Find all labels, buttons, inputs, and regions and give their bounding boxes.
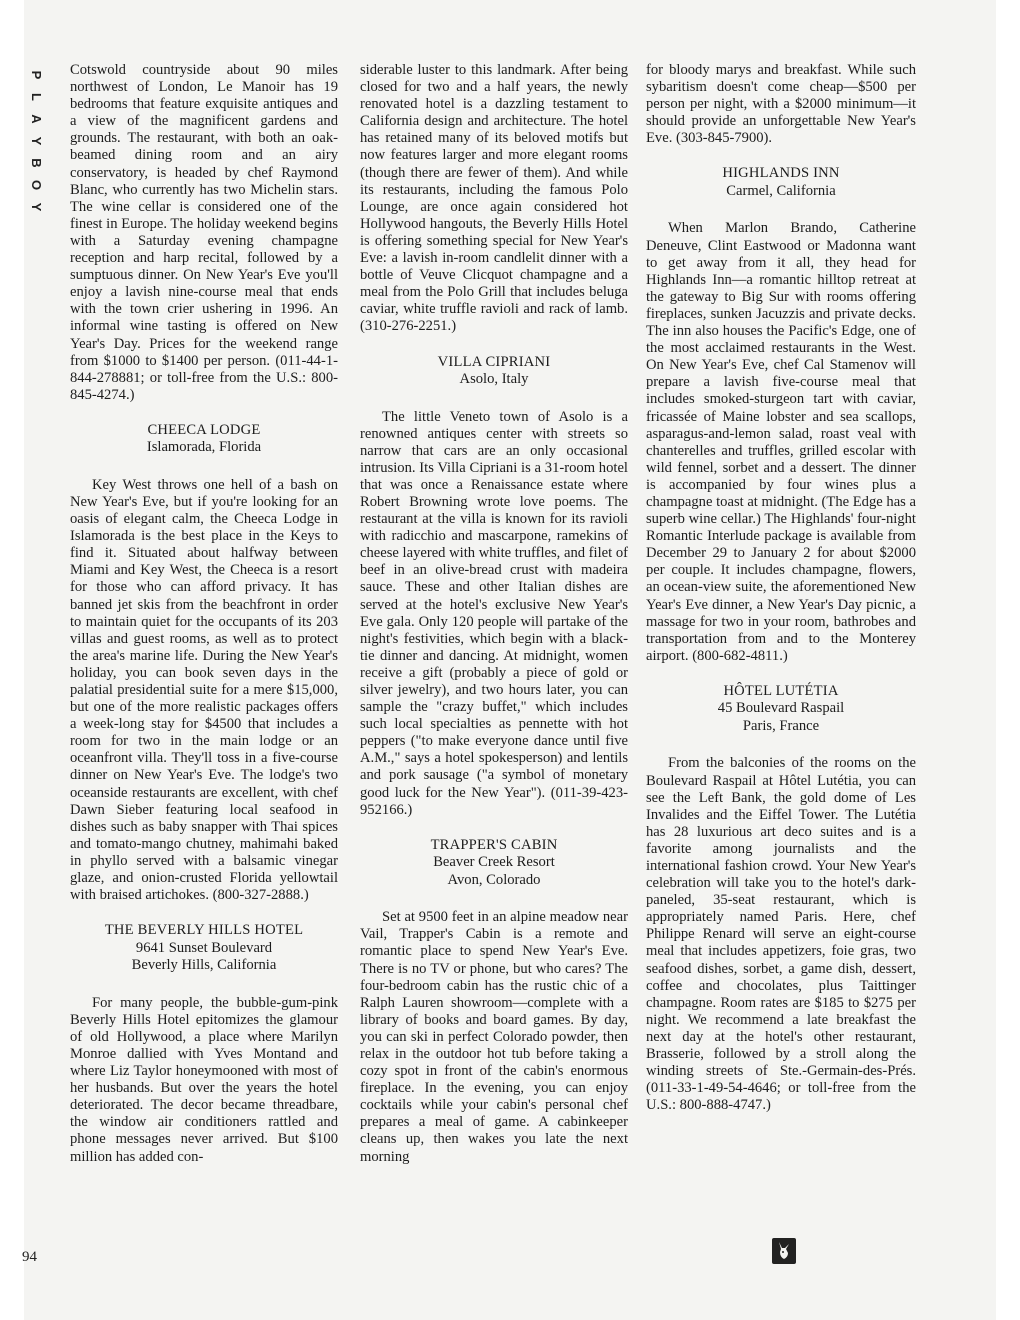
paragraph: Set at 9500 feet in an alpine meadow near Vail, Trapper's Cabin is a remote and romantic place to spend New Year's Eve. There is no TV or phone, but who cares? The four-bedroom cabin has the rustic chic of a Ralph Lauren showroom—complete with a library of books and board games. By day, you can ski in perfect Colorado powder, then relax in the outdoor hot tub before taking a cozy spot in front of the cabin's enormous fireplace. In the evening, you can enjoy cocktails while your cabin's personal chef prepares a meal of game. A cabinkeeper cleans up, then wakes you late the next morning <box>360 909 628 1165</box>
rabbit-head-icon <box>772 1238 796 1264</box>
paragraph: siderable luster to this landmark. After being closed for two and a half years, the newly renovated hotel is a dazzling testament to California design and architecture. The hotel has retained many of its beloved motifs but now features larger and more elegant rooms (though there are fewer of them). And while its restaurants, including the famous Polo Lounge, are once again considered hot Hollywood hangouts, the Beverly Hills Hotel is offering something special for New Year's Eve: a lavish in-room candlelit dinner with a bottle of Veuve Clicquot champagne and a meal from the Polo Grill that includes beluga caviar, white truffle ravioli and rack of lamb. (310-276-2251.) <box>360 62 628 335</box>
hotel-location: Asolo, Italy <box>459 371 529 387</box>
hotel-name: VILLA CIPRIANI <box>437 353 551 370</box>
sidebar-letter: P <box>29 70 44 80</box>
page-number: 94 <box>22 1249 37 1265</box>
hotel-location: Beverly Hills, California <box>131 957 277 974</box>
hotel-location: Carmel, California <box>726 182 836 199</box>
magazine-sidebar-title <box>26 64 46 218</box>
hotel-address: Beaver Creek Resort <box>433 854 555 871</box>
sidebar-letter: O <box>29 179 44 191</box>
hotel-address: 45 Boulevard Raspail <box>717 700 845 717</box>
paragraph: When Marlon Brando, Catherine Deneuve, Clint Eastwood or Madonna want to get away from it all, they head for Highlands Inn—a romantic hilltop retreat at the gateway to Big Sur with rooms offering fireplaces, sunken Jacuzzis and private decks. The inn also houses the Pacific's Edge, one of the most acclaimed restaurants in the West. On New Year's Eve, chef Cal Stamenov will prepare a lavish five-course meal that includes smoked-sturgeon tart with caviar, fricassée of Maine lobster and sea scallops, asparagus-and-lemon salad, roast veal with chanterelles and truffles, grilled escolar with wild fennel, sorbet and a dessert. The dinner is accompanied by four wines plus a champagne toast at midnight. (The Edge has a superb wine cellar.) The Highlands' four-night Romantic Interlude package is available from December 29 to January 2 for about $2000 per couple. It includes champagne, flowers, an ocean-view suite, the aforementioned New Year's Eve dinner, a New Year's Day picnic, a massage for two in your room, bathrobes and transportation from and to the Monterey airport. (800-682-4811.) <box>646 220 916 664</box>
article-column-1 <box>70 62 338 1166</box>
paragraph: The little Veneto town of Asolo is a renowned antiques center with streets so narrow that cars are an only occasional intrusion. Its Villa Cipriani is a 31-room hotel that was once a Renaissance estate where Robert Browning wrote love poems. The restaurant at the villa is known for its ravioli with radicchio and mascarpone, ramekins of cheese layered with white truffles, and filet of beef in an olive-bread crust with madeira sauce. These and other Italian dishes are served at the hotel's exclusive New Year's Eve gala. Only 120 people will partake of the night's festivities, which begin with a black-tie dinner and dancing. At midnight, women receive a gift (probably a piece of gold or silver jewelry), and two hours later, you can sample the "crazy buffet," which includes such local specialties as pennette with hot peppers ("to make everyone dance until five A.M.," says a hotel spokesperson) and lentils and pork sausage ("a symbol of monetary good luck for the New Year"). (011-39-423-952166.) <box>360 408 628 818</box>
hotel-location: Avon, Colorado <box>447 871 541 888</box>
section-heading-cheeca-lodge <box>70 422 338 457</box>
hotel-address: 9641 Sunset Boulevard <box>135 939 273 956</box>
hotel-name: TRAPPER'S CABIN <box>430 836 558 853</box>
hotel-name: HÔTEL LUTÉTIA <box>723 682 839 699</box>
article-column-3 <box>646 62 916 1114</box>
sidebar-letter: B <box>29 158 44 168</box>
paragraph: For many people, the bubble-gum-pink Beverly Hills Hotel epitomizes the glamour of old Hollywood, a place where Marilyn Monroe dallied with Yves Montand and where Liz Taylor honeymooned with most of her husbands. But over the years the hotel deteriorated. The decor became threadbare, the window air conditioners rattled and phone messages never arrived. But $100 million has added con- <box>70 994 338 1165</box>
section-heading-villa-cipriani <box>360 354 628 389</box>
hotel-name: THE BEVERLY HILLS HOTEL <box>104 922 304 939</box>
paragraph: Cotswold countryside about 90 miles northwest of London, Le Manoir has 19 bedrooms that feature exquisite antiques and a view of the magnificent gardens and grounds. The restaurant, with both an oak-beamed dining room and an airy conservatory, is headed by chef Raymond Blanc, who currently has two Michelin stars. The wine cellar is considered one of the finest in Europe. The holiday weekend begins with a Saturday evening champagne reception and harp recital, followed by a sumptuous dinner. On New Year's Eve you'll enjoy a lavish nine-course meal that ends with the town crier ushering in 1996. An informal wine tasting is offered on New Year's Day. Prices for the weekend range from $1000 to $1400 per person. (011-44-1-844-278881; or toll-free from the U.S.: 800-845-4274.) <box>70 62 338 403</box>
hotel-name: CHEECA LODGE <box>147 421 261 438</box>
hotel-name: HIGHLANDS INN <box>722 165 840 182</box>
section-heading-trappers-cabin <box>360 837 628 890</box>
sidebar-letter: Y <box>29 202 44 212</box>
hotel-location: Islamorada, Florida <box>146 439 262 456</box>
paragraph: From the balconies of the rooms on the Boulevard Raspail at Hôtel Lutétia, you can see the Left Bank, the gold dome of Les Invalides and the Eiffel Tower. The Lutétia has 28 luxurious art deco suites and is a favorite among journalists and the international fashion crowd. Your New Year's celebration will take you to the hotel's dark-paneled, 35-seat restaurant, which is appropriately named Paris. Here, chef Philippe Renard will serve an eight-course meal that includes appetizers, foie gras, two seafood dishes, sorbet, a game dish, dessert, coffee and chocolates, plus Taittinger champagne. Room rates are $185 to $275 per night. We recommend a late breakfast the next day at the hotel's other restaurant, Brasserie, followed by a stroll along the winding streets of Ste.-Germain-des-Prés. (011-33-1-49-54-4646; or toll-free from the U.S.: 800-888-4747.) <box>646 755 916 1114</box>
section-heading-beverly-hills-hotel <box>70 922 338 975</box>
sidebar-letter: A <box>29 114 44 124</box>
paragraph: Key West throws one hell of a bash on New Year's Eve, but if you're looking for an oasis of elegant calm, the Cheeca Lodge in Islamorada is the best place in the Keys to find it. Situated about halfway between Miami and Key West, the Cheeca is a resort for those who can afford privacy. It has banned jet skis from the beachfront in order to maintain quiet for the occupants of its 203 villas and guest rooms, as well as to protect the area's marine life. During the New Year's holiday, you can book seven days in the palatial presidential suite for a mere $15,000, but one of the more realistic packages offers a week-long stay for $4500 that includes a room for two in the main lodge or an oceanfront villa. They'll toss in a five-course dinner on New Year's Eve. The lodge's two oceanside restaurants are excellent, with chef Dawn Sieber featuring local seafood in dishes such as baby snapper with Thai spices and tomato-mango chutney, mahimahi baked in phyllo served with a balsamic vinegar glaze, and onion-crusted Florida yellowtail with braised artichokes. (800-327-2888.) <box>70 476 338 904</box>
paragraph: for bloody marys and breakfast. While such sybaritism doesn't come cheap—$500 per person per night, with a $2000 minimum—it should provide an unforgettable New Year's Eve. (303-845-7900). <box>646 62 916 147</box>
section-heading-highlands-inn <box>646 165 916 200</box>
sidebar-letter: L <box>29 93 44 101</box>
sidebar-letter: Y <box>29 136 44 146</box>
hotel-location: Paris, France <box>742 717 820 734</box>
section-heading-hotel-lutetia <box>646 683 916 736</box>
article-column-2 <box>360 62 628 1166</box>
